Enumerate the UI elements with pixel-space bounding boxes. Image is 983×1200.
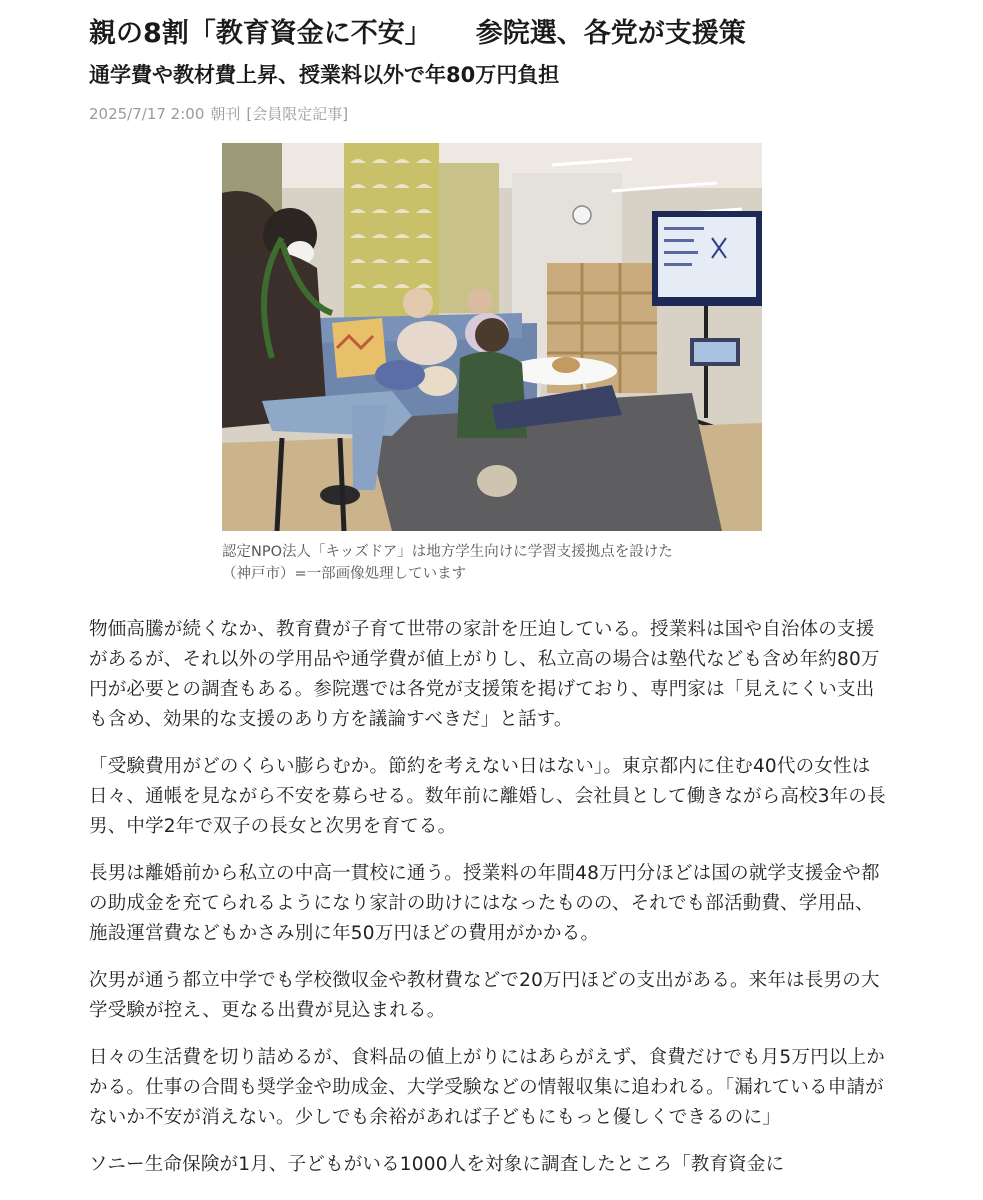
- headline: [89, 16, 899, 52]
- article-meta: [89, 103, 899, 125]
- article-figure: [222, 143, 762, 585]
- paragraph: 日々の生活費を切り詰めるが、食料品の値上がりにはあらがえず、食費だけでも月5万円以上かかる。仕事の合間も奨学金や助成金、大学受験などの情報収集に追われる。「漏れている申請がないか不安が消えない。少しでも余裕があれば子どもにもっと優しくできるのに」: [89, 1047, 885, 1128]
- subheadline: 通学費や教材費上昇、授業料以外で年80万円負担: [89, 63, 560, 87]
- member-only-badge: [会員限定記事]: [246, 105, 349, 123]
- paragraph: 次男が通う都立中学でも学校徴収金や教材費などで20万円ほどの支出がある。来年は長男の大学受験が控え、更なる出費が見込まれる。: [89, 970, 880, 1021]
- article: [89, 0, 899, 125]
- paragraph: 長男は離婚前から私立の中高一貫校に通う。授業料の年間48万円分ほどは国の就学支援金や都の助成金を充てられるようになり家計の助けにはなったものの、それでも部活動費、学用品、施設運営費などもかさみ別に年50万円ほどの費用がかかる。: [89, 863, 880, 944]
- paragraph: 物価高騰が続くなか、教育費が子育て世帯の家計を圧迫している。授業料は国や自治体の支援があるが、それ以外の学用品や通学費が値上がりし、私立高の場合は塾代なども含め年約80万円が必要との調査もある。参院選では各党が支援策を掲げており、専門家は「見えにくい支出も含め、効果的な支援のあり方を議論すべきだ」と話す。: [89, 619, 880, 730]
- article-photo: [222, 143, 762, 531]
- paragraph: ソニー生命保険が1月、子どもがいる1000人を対象に調査したところ「教育資金に: [89, 1154, 785, 1175]
- caption-line-2: （神戸市）=一部画像処理しています: [222, 566, 467, 582]
- article-body: [89, 615, 889, 1197]
- publish-date: 2025/7/17 2:00: [89, 105, 205, 123]
- caption-line-1: 認定NPO法人「キッズドア」は地方学生向けに学習支援拠点を設けた: [222, 544, 673, 560]
- headline-main: 親の8割「教育資金に不安」: [89, 18, 432, 49]
- paragraph: 「受験費用がどのくらい膨らむか。節約を考えない日はない」。東京都内に住む40代の女性は日々、通帳を見ながら不安を募らせる。数年前に離婚し、会社員として働きながら高校3年の長男、中学2年で双子の長女と次男を育てる。: [89, 756, 886, 837]
- headline-sub: 参院選、各党が支援策: [475, 18, 746, 49]
- edition-label: 朝刊: [210, 105, 241, 123]
- photo-caption: [222, 541, 762, 585]
